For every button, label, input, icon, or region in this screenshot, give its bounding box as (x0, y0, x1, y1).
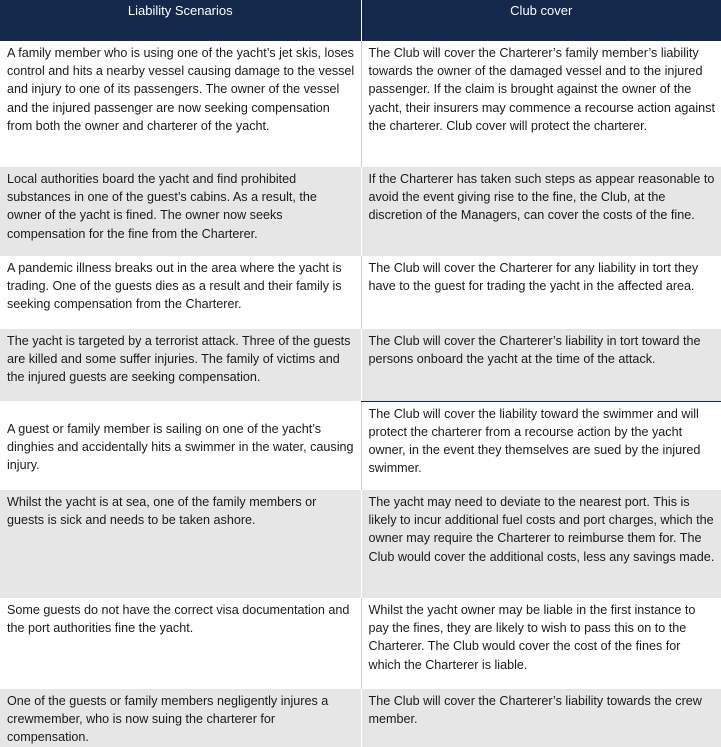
table-row (0, 256, 721, 329)
table-row (0, 598, 721, 689)
table-row (0, 41, 721, 167)
table-row (0, 167, 721, 256)
scenario-cell: A guest or family member is sailing on one of the yacht’s dinghies and accidentally hits a swimmer in the water, causing injury. (0, 401, 361, 490)
scenario-cell: One of the guests or family members negligently injures a crewmember, who is now suing the charterer for compensation. (0, 689, 361, 747)
scenario-cell: A pandemic illness breaks out in the area where the yacht is trading. One of the guests dies as a result and their family is seeking compensation from the Charterer. (0, 256, 361, 329)
cover-cell: Whilst the yacht owner may be liable in the first instance to pay the fines, they are likely to wish to pass this on to the Charterer. The Club would cover the cost of the fines for which the Charterer is liable. (361, 598, 721, 689)
cover-cell: The yacht may need to deviate to the nearest port. This is likely to incur additional fuel costs and port charges, which the owner may require the Charterer to reimburse them for. The Club would cover the additional costs, less any savings made. (361, 490, 721, 598)
cover-cell: The Club will cover the liability toward the swimmer and will protect the charterer from a recourse action by the yacht owner, in the event they themselves are sued by the injured swimmer. (361, 401, 721, 490)
cover-cell: The Club will cover the Charterer’s liability in tort toward the persons onboard the yacht at the time of the attack. (361, 329, 721, 401)
scenario-cell: Local authorities board the yacht and find prohibited substances in one of the guest’s cabins. As a result, the owner of the yacht is fined. The owner now seeks compensation for the fine from the Charterer. (0, 167, 361, 256)
table-row (0, 490, 721, 598)
table-row (0, 689, 721, 747)
scenario-cell: Some guests do not have the correct visa documentation and the port authorities fine the yacht. (0, 598, 361, 689)
cover-cell: The Club will cover the Charterer’s liability towards the crew member. (361, 689, 721, 747)
cover-cell: The Club will cover the Charterer for any liability in tort they have to the guest for trading the yacht in the affected area. (361, 256, 721, 329)
table-header-row (0, 0, 721, 41)
cover-cell: If the Charterer has taken such steps as appear reasonable to avoid the event giving rise to the fine, the Club, at the discretion of the Managers, can cover the costs of the fine. (361, 167, 721, 256)
table-row (0, 401, 721, 490)
header-club-cover: Club cover (361, 0, 721, 41)
scenario-cell: The yacht is targeted by a terrorist attack. Three of the guests are killed and some suffer injuries. The family of victims and the injured guests are seeking compensation. (0, 329, 361, 401)
table-row (0, 329, 721, 401)
header-liability-scenarios: Liability Scenarios (0, 0, 361, 41)
scenario-cell: A family member who is using one of the yacht’s jet skis, loses control and hits a nearby vessel causing damage to the vessel and injury to one of its passengers. The owner of the vessel and the injured passenger are now seeking compensation from both the owner and charterer of the yacht. (0, 41, 361, 167)
cover-cell: The Club will cover the Charterer’s family member’s liability towards the owner of the damaged vessel and to the injured passenger. If the claim is brought against the owner of the yacht, their insurers may commence a recourse action against the charterer. Club cover will protect the charterer. (361, 41, 721, 167)
scenario-cell: Whilst the yacht is at sea, one of the family members or guests is sick and needs to be taken ashore. (0, 490, 361, 598)
